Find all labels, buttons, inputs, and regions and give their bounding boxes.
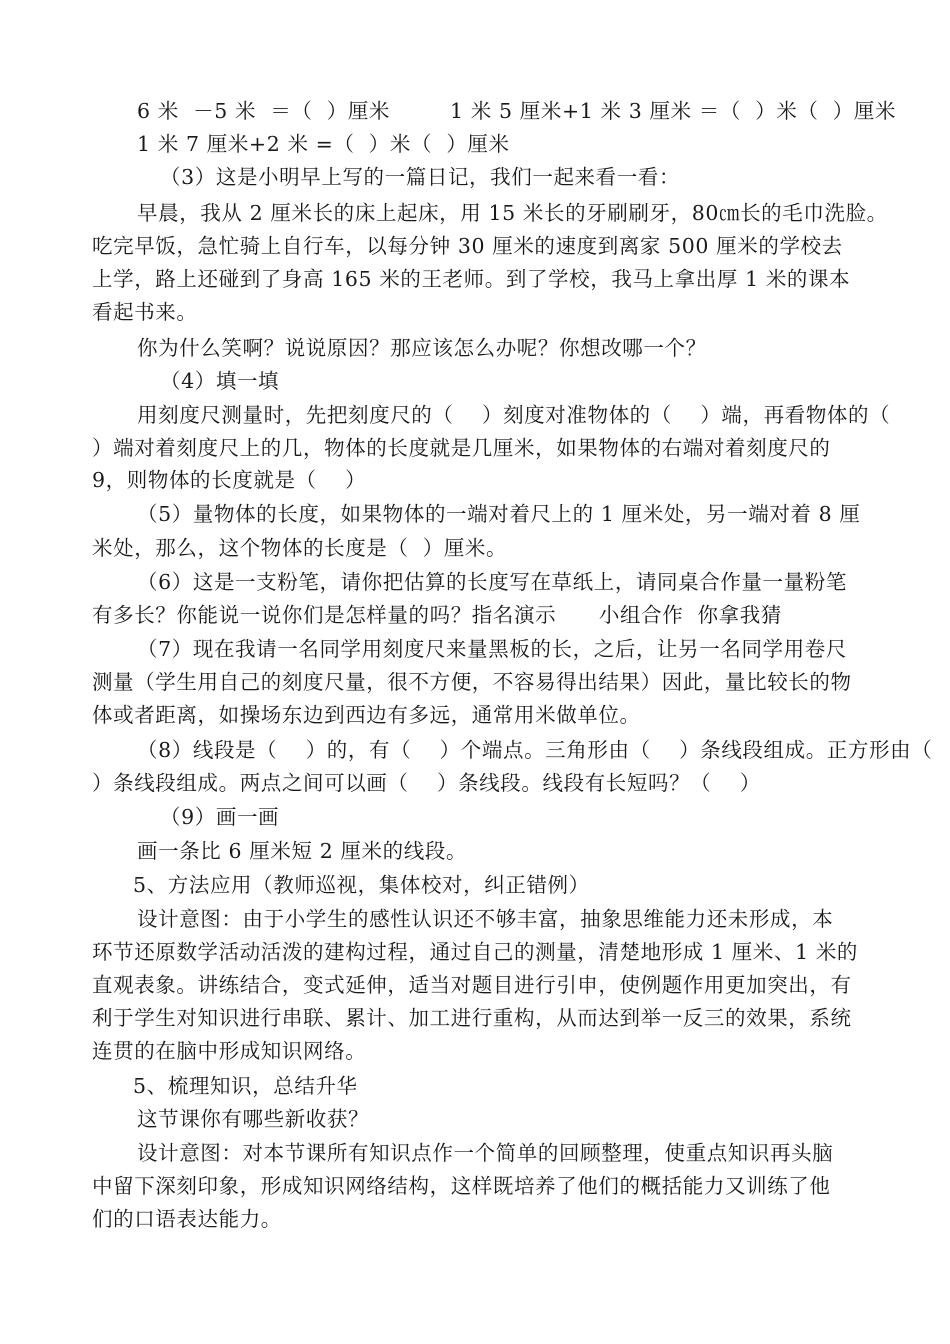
- summary-heading: 5、梳理知识，总结升华: [133, 1074, 358, 1098]
- section-6-line-2: 有多长？你能说一说你们是怎样量的吗？指名演示 小组合作 你拿我猜: [92, 603, 782, 627]
- design-intent-1-line-2: 环节还原数学活动活泼的建构过程，通过自己的测量，清楚地形成 1 厘米、1 米的: [92, 940, 859, 964]
- section-3-heading: （3）这是小明早上写的一篇日记，我们一起来看一看：: [160, 165, 681, 189]
- section-5-line-1: （5）量物体的长度，如果物体的一端对着尺上的 1 厘米处，另一端对着 8 厘: [137, 502, 861, 526]
- design-intent-1-line-1: 设计意图：由于小学生的感性认识还不够丰富，抽象思维能力还未形成，本: [137, 907, 834, 931]
- diary-line-4: 看起书来。: [92, 300, 198, 324]
- exercise-1a: 6 米 －5 米 ＝（ ）厘米: [137, 99, 391, 123]
- section-7-line-3: 体或者距离，如操场东边到西边有多远，通常用米做单位。: [92, 703, 641, 727]
- summary-question: 这节课你有哪些新收获？: [137, 1107, 370, 1131]
- diary-line-2: 吃完早饭，急忙骑上自行车，以每分钟 30 厘米的速度到离家 500 厘米的学校去: [92, 234, 843, 258]
- design-intent-1-line-5: 连贯的在脑中形成知识网络。: [92, 1039, 367, 1063]
- exercise-line-1: [137, 94, 917, 128]
- exercise-1b: 1 米 5 厘米+1 米 3 厘米 ＝（ ）米（ ）厘米: [450, 99, 897, 123]
- section-7-line-2: 测量（学生用自己的刻度尺量，很不方便，不容易得出结果）因此，量比较长的物: [92, 670, 852, 694]
- section-9-task: 画一条比 6 厘米短 2 厘米的线段。: [137, 839, 468, 863]
- section-6-line-1: （6）这是一支粉笔，请你把估算的长度写在草纸上，请同桌合作量一量粉笔: [137, 570, 847, 594]
- method-heading: 5、方法应用（教师巡视，集体校对，纠正错例）: [133, 873, 590, 897]
- design-intent-2-line-2: 中留下深刻印象，形成知识网络结构，这样既培养了他们的概括能力又训练了他: [92, 1174, 831, 1198]
- section-4-heading: （4）填一填: [160, 369, 280, 393]
- diary-line-1: 早晨，我从 2 厘米长的床上起床，用 15 米长的牙刷刷牙，80㎝长的毛巾洗脸。: [137, 201, 888, 225]
- fill-line-2: ）端对着刻度尺上的几，物体的长度就是几厘米，如果物体的右端对着刻度尺的: [92, 436, 831, 460]
- design-intent-1-line-4: 利于学生对知识进行串联、累计、加工进行重构，从而达到举一反三的效果，系统: [92, 1006, 852, 1030]
- design-intent-1-line-3: 直观表象。讲练结合，变式延伸，适当对题目进行引申，使例题作用更加突出，有: [92, 973, 852, 997]
- section-7-line-1: （7）现在我请一名同学用刻度尺来量黑板的长，之后，让另一名同学用卷尺: [137, 637, 847, 661]
- diary-line-3: 上学，路上还碰到了身高 165 米的王老师。到了学校，我马上拿出厚 1 米的课本: [92, 267, 851, 291]
- section-8-line-2: ）条线段组成。两点之间可以画（ ）条线段。线段有长短吗？（ ）: [92, 771, 761, 795]
- fill-line-3: 9，则物体的长度就是（ ）: [92, 468, 367, 492]
- design-intent-2-line-1: 设计意图：对本节课所有知识点作一个简单的回顾整理，使重点知识再头脑: [137, 1141, 834, 1165]
- section-8-line-1: （8）线段是（ ）的，有（ ）个端点。三角形由（ ）条线段组成。正方形由（: [137, 738, 933, 762]
- question-line: 你为什么笑啊？说说原因？那应该怎么办呢？你想改哪一个？: [137, 336, 707, 360]
- section-5-line-2: 米处，那么，这个物体的长度是（ ）厘米。: [92, 536, 508, 560]
- exercise-line-2: 1 米 7 厘米+2 米 =（ ）米（ ）厘米: [137, 132, 510, 156]
- design-intent-2-line-3: 们的口语表达能力。: [92, 1207, 282, 1231]
- section-9-heading: （9）画一画: [160, 805, 280, 829]
- fill-line-1: 用刻度尺测量时，先把刻度尺的（ ）刻度对准物体的（ ）端，再看物体的（: [137, 403, 891, 427]
